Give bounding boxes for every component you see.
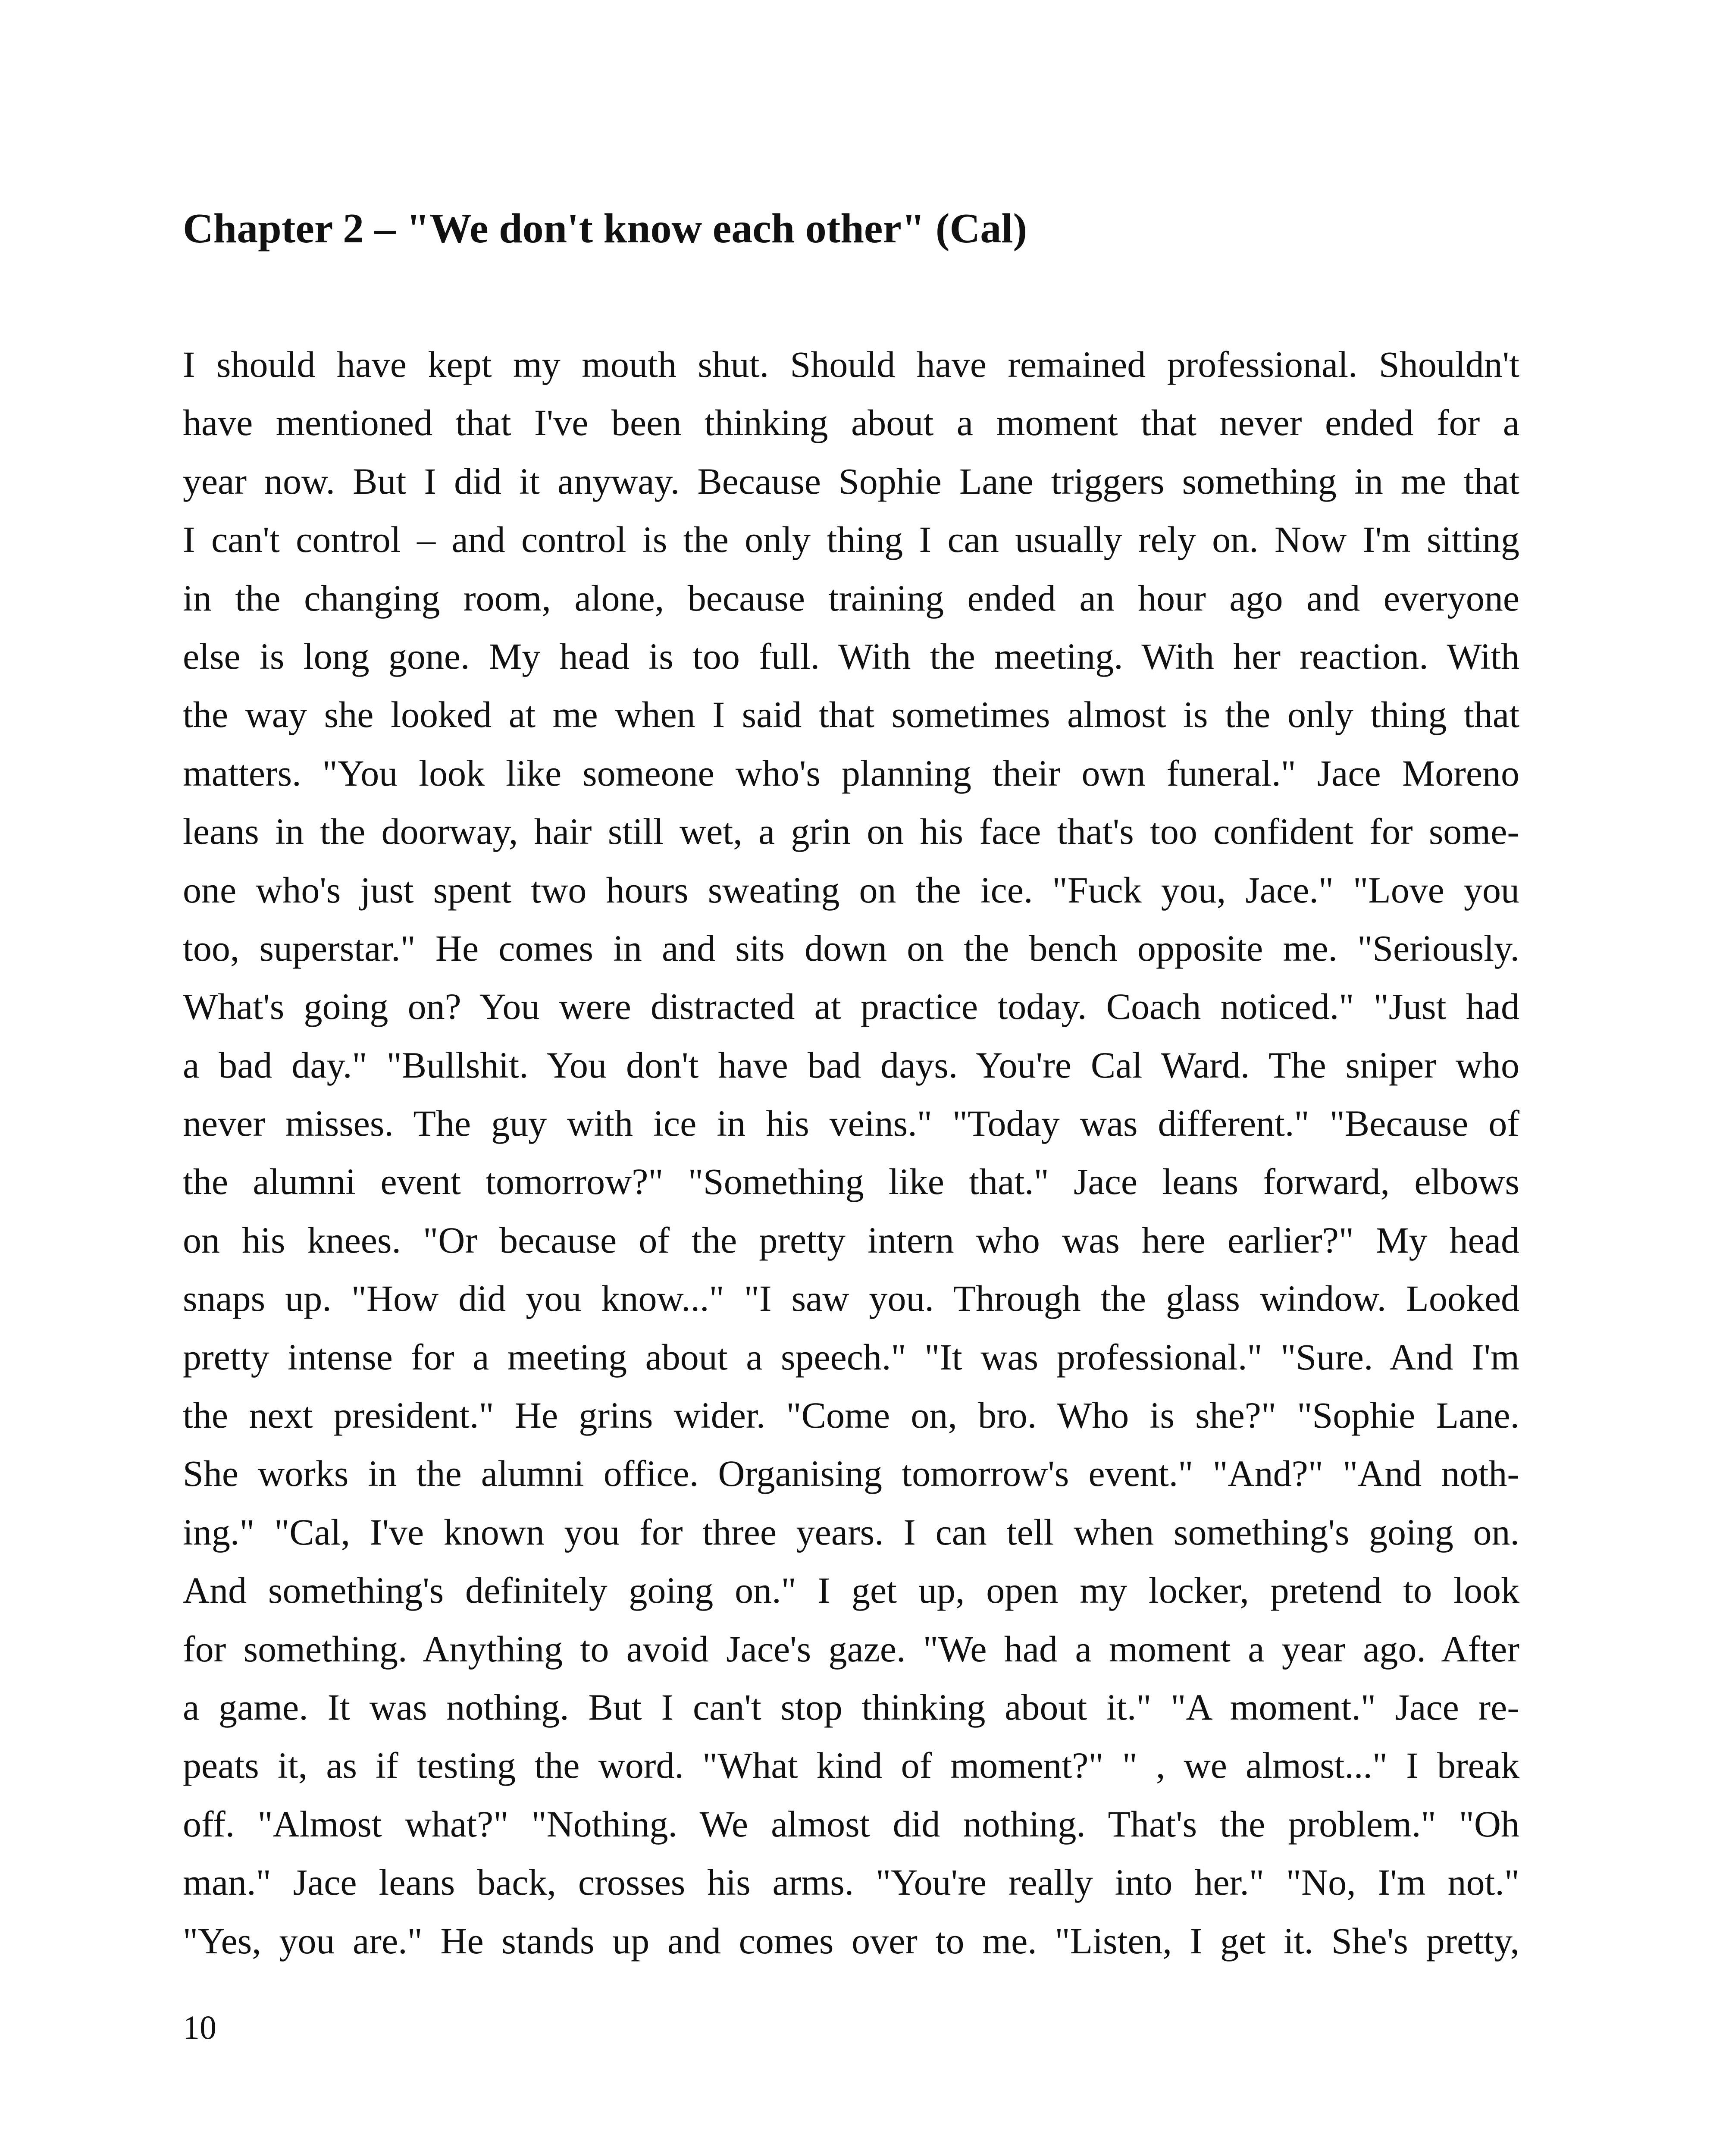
text-line: on his knees. "Or because of the pretty intern who was here earlier?" My head [183, 1219, 1519, 1261]
text-line: ing." "Cal, I've known you for three years. I can tell when something's going on. [183, 1511, 1519, 1553]
text-line: What's going on? You were distracted at practice today. Coach noticed." "Just had [183, 986, 1519, 1028]
text-line: the alumni event tomorrow?" "Something like that." Jace leans forward, elbows [183, 1161, 1519, 1203]
text-line: peats it, as if testing the word. "What kind of moment?" " , we almost..." I break [183, 1745, 1519, 1786]
text-line: man." Jace leans back, crosses his arms. "You're really into her." "No, I'm not." [183, 1861, 1519, 1903]
text-line: one who's just spent two hours sweating on the ice. "Fuck you, Jace." "Love you [183, 869, 1519, 911]
text-line: the way she looked at me when I said that sometimes almost is the only thing that [183, 694, 1519, 736]
chapter-body-text [183, 335, 1519, 1970]
text-line: have mentioned that I've been thinking about a moment that never ended for a [183, 402, 1519, 444]
text-line: year now. But I did it anyway. Because Sophie Lane triggers something in me that [183, 460, 1519, 502]
page-number: 10 [183, 2009, 216, 2046]
text-line: a game. It was nothing. But I can't stop thinking about it." "A moment." Jace re- [183, 1686, 1519, 1728]
text-line: the next president." He grins wider. "Come on, bro. Who is she?" "Sophie Lane. [183, 1395, 1519, 1436]
text-line: off. "Almost what?" "Nothing. We almost did nothing. That's the problem." "Oh [183, 1803, 1519, 1845]
text-line: for something. Anything to avoid Jace's gaze. "We had a moment a year ago. After [183, 1628, 1519, 1670]
text-line: else is long gone. My head is too full. With the meeting. With her reaction. With [183, 635, 1519, 677]
text-line: a bad day." "Bullshit. You don't have bad days. You're Cal Ward. The sniper who [183, 1044, 1519, 1086]
text-line: snaps up. "How did you know..." "I saw you. Through the glass window. Looked [183, 1278, 1519, 1319]
text-line: I should have kept my mouth shut. Should have remained professional. Shouldn't [183, 344, 1519, 385]
text-line: matters. "You look like someone who's planning their own funeral." Jace Moreno [183, 752, 1519, 794]
text-line: I can't control – and control is the only thing I can usually rely on. Now I'm sitting [183, 519, 1519, 561]
chapter-title: Chapter 2 – "We don't know each other" (Cal) [183, 205, 1027, 252]
text-line: "Yes, you are." He stands up and comes over to me. "Listen, I get it. She's pretty, [183, 1920, 1519, 1962]
text-line: never misses. The guy with ice in his veins." "Today was different." "Because of [183, 1103, 1519, 1144]
text-line: pretty intense for a meeting about a speech." "It was professional." "Sure. And I'm [183, 1336, 1519, 1378]
text-line: And something's definitely going on." I get up, open my locker, pretend to look [183, 1570, 1519, 1611]
text-line: leans in the doorway, hair still wet, a grin on his face that's too confident for some- [183, 811, 1519, 852]
text-line: She works in the alumni office. Organising tomorrow's event." "And?" "And noth- [183, 1453, 1519, 1495]
text-line: in the changing room, alone, because training ended an hour ago and everyone [183, 577, 1519, 619]
text-line: too, superstar." He comes in and sits down on the bench opposite me. "Seriously. [183, 927, 1519, 969]
